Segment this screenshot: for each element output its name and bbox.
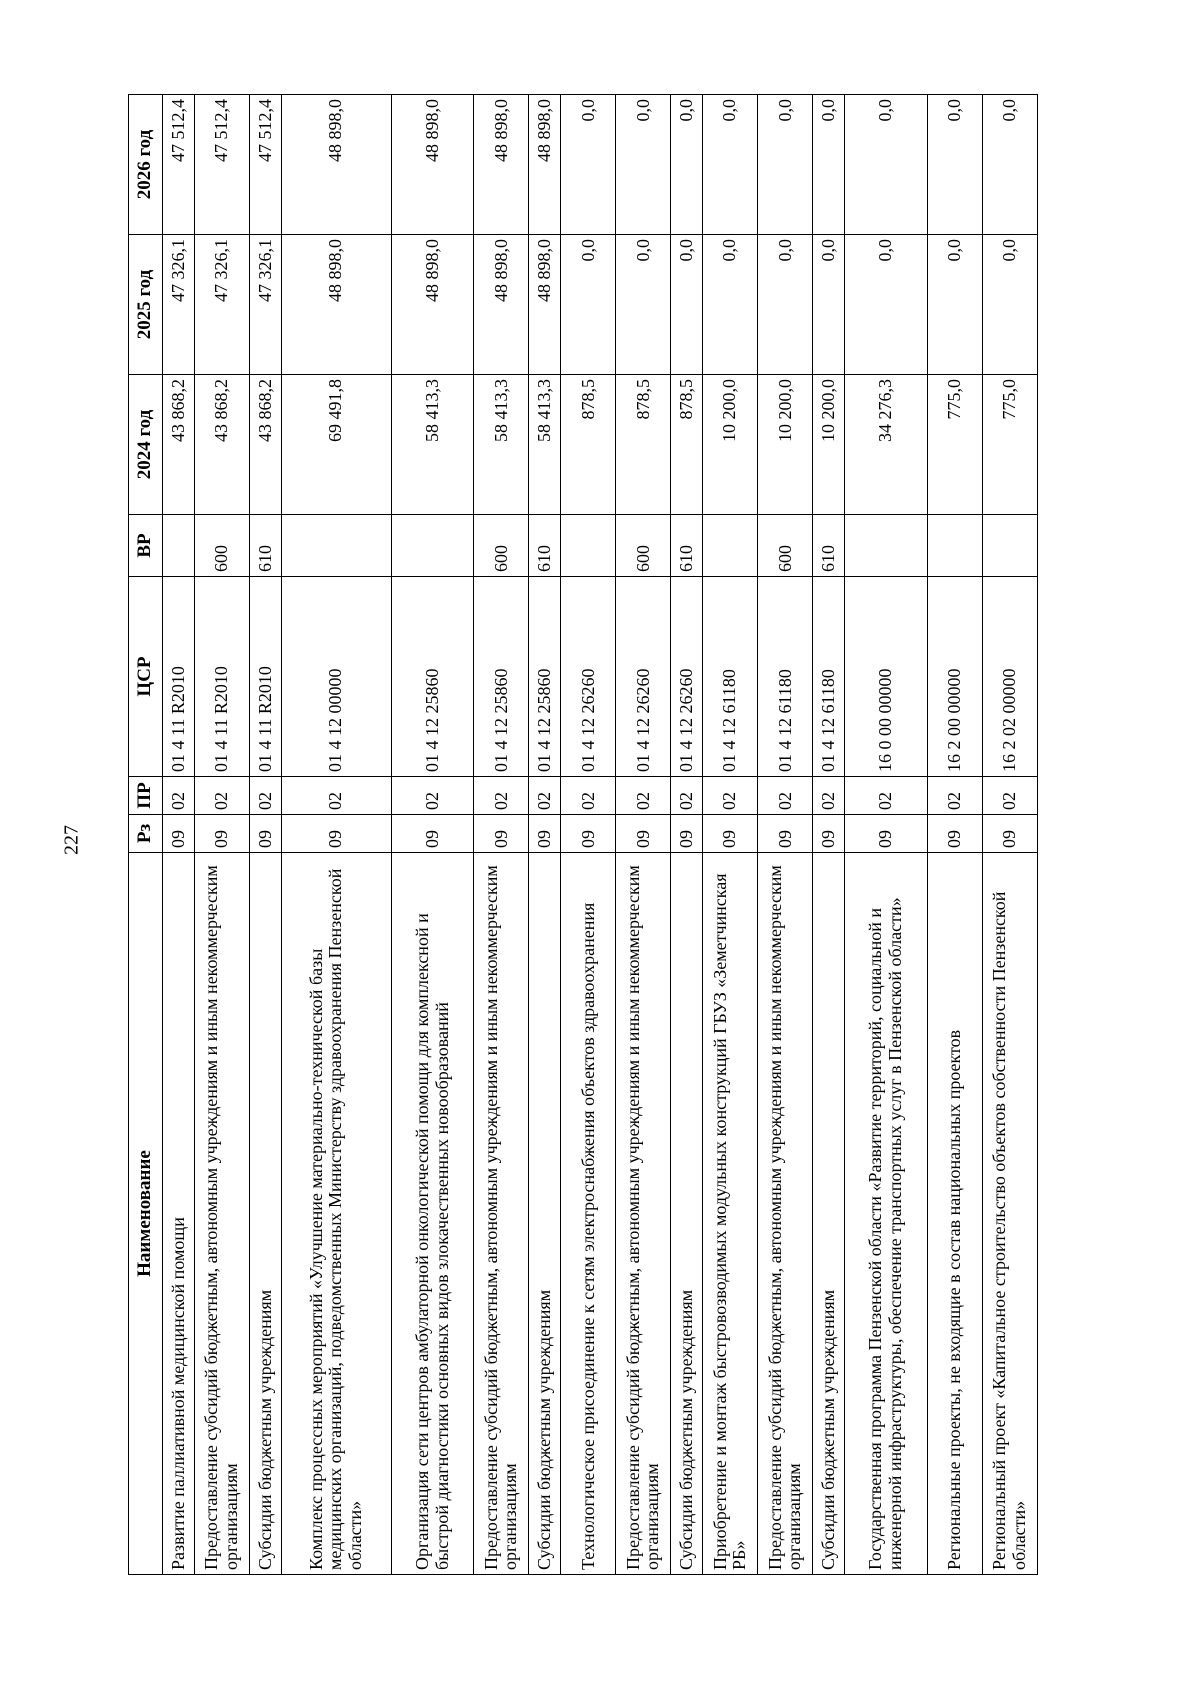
row-name: Региональный проект «Капитальное строительство объектов собственности Пензенской области»: [982, 853, 1037, 1575]
row-csr: 01 4 12 26260: [561, 577, 616, 777]
row-name: Предоставление субсидий бюджетным, автономным учреждениям и иным некоммерческим организациям: [616, 853, 671, 1575]
table-row: [758, 95, 813, 1575]
table-row: [671, 95, 703, 1575]
header-2024: 2024 год: [129, 375, 163, 515]
row-value-2026: 47 512,4: [194, 95, 249, 235]
row-value-2024: 10 200,0: [758, 375, 813, 515]
table-row: [391, 95, 474, 1575]
row-vr: [703, 515, 758, 577]
row-rz: 09: [758, 815, 813, 853]
row-rz: 09: [561, 815, 616, 853]
row-value-2024: 10 200,0: [813, 375, 845, 515]
row-pr: 02: [703, 777, 758, 815]
row-pr: 02: [529, 777, 561, 815]
row-rz: 09: [391, 815, 474, 853]
row-csr: 01 4 11 R2010: [249, 577, 281, 777]
row-value-2025: 47 326,1: [194, 235, 249, 375]
row-name: Государственная программа Пензенской области «Развитие территорий, социальной и инженерной инфраструктуры, обеспечение транспортных услуг в Пензенской области»: [845, 853, 928, 1575]
row-csr: 01 4 12 00000: [281, 577, 391, 777]
row-value-2024: 43 868,2: [194, 375, 249, 515]
table-row: [982, 95, 1037, 1575]
row-name: Субсидии бюджетным учреждениям: [671, 853, 703, 1575]
row-value-2025: 47 326,1: [163, 235, 195, 375]
row-name: Предоставление субсидий бюджетным, автономным учреждениям и иным некоммерческим организациям: [474, 853, 529, 1575]
row-value-2024: 43 868,2: [163, 375, 195, 515]
row-name: Технологическое присоединение к сетям электроснабжения объектов здравоохранения: [561, 853, 616, 1575]
row-rz: 09: [982, 815, 1037, 853]
row-value-2025: 0,0: [982, 235, 1037, 375]
row-csr: 01 4 12 25860: [391, 577, 474, 777]
table-row: [927, 95, 982, 1575]
header-2026: 2026 год: [129, 95, 163, 235]
row-csr: 01 4 12 25860: [529, 577, 561, 777]
row-value-2026: 47 512,4: [163, 95, 195, 235]
row-value-2025: 0,0: [671, 235, 703, 375]
row-value-2025: 47 326,1: [249, 235, 281, 375]
header-pr: ПР: [129, 777, 163, 815]
row-vr: 600: [758, 515, 813, 577]
row-rz: 09: [474, 815, 529, 853]
row-value-2026: 0,0: [616, 95, 671, 235]
row-value-2024: 10 200,0: [703, 375, 758, 515]
table-row: [249, 95, 281, 1575]
row-value-2026: 0,0: [561, 95, 616, 235]
row-rz: 09: [813, 815, 845, 853]
row-name: Приобретение и монтаж быстровозводимых модульных конструкций ГБУЗ «Земетчинская РБ»: [703, 853, 758, 1575]
row-value-2024: 878,5: [671, 375, 703, 515]
row-rz: 09: [616, 815, 671, 853]
table-row: [561, 95, 616, 1575]
row-csr: 01 4 11 R2010: [163, 577, 195, 777]
row-csr: 16 0 00 00000: [845, 577, 928, 777]
row-vr: 610: [249, 515, 281, 577]
row-value-2024: 775,0: [982, 375, 1037, 515]
table-row: [845, 95, 928, 1575]
header-csr: ЦСР: [129, 577, 163, 777]
row-pr: 02: [813, 777, 845, 815]
row-value-2025: 0,0: [616, 235, 671, 375]
row-value-2026: 0,0: [758, 95, 813, 235]
row-csr: 01 4 11 R2010: [194, 577, 249, 777]
table-row: [474, 95, 529, 1575]
row-name: Субсидии бюджетным учреждениям: [249, 853, 281, 1575]
row-csr: 01 4 12 26260: [616, 577, 671, 777]
row-value-2024: 58 413,3: [529, 375, 561, 515]
table-row: [703, 95, 758, 1575]
row-pr: 02: [616, 777, 671, 815]
row-vr: [982, 515, 1037, 577]
row-rz: 09: [671, 815, 703, 853]
header-2025: 2025 год: [129, 235, 163, 375]
row-value-2026: 0,0: [845, 95, 928, 235]
row-vr: 600: [616, 515, 671, 577]
header-vr: ВР: [129, 515, 163, 577]
row-csr: 16 2 00 00000: [927, 577, 982, 777]
row-value-2026: 48 898,0: [529, 95, 561, 235]
row-vr: 610: [671, 515, 703, 577]
row-vr: [391, 515, 474, 577]
row-pr: 02: [281, 777, 391, 815]
row-rz: 09: [249, 815, 281, 853]
row-value-2025: 48 898,0: [391, 235, 474, 375]
row-vr: 610: [813, 515, 845, 577]
row-value-2024: 58 413,3: [391, 375, 474, 515]
row-value-2025: 48 898,0: [281, 235, 391, 375]
row-value-2025: 0,0: [703, 235, 758, 375]
row-csr: 01 4 12 61180: [703, 577, 758, 777]
row-pr: 02: [391, 777, 474, 815]
row-rz: 09: [703, 815, 758, 853]
row-name: Региональные проекты, не входящие в состав национальных проектов: [927, 853, 982, 1575]
row-name: Субсидии бюджетным учреждениям: [813, 853, 845, 1575]
row-csr: 16 2 02 00000: [982, 577, 1037, 777]
row-value-2026: 0,0: [927, 95, 982, 235]
row-csr: 01 4 12 25860: [474, 577, 529, 777]
table-row: [194, 95, 249, 1575]
row-pr: 02: [671, 777, 703, 815]
row-pr: 02: [474, 777, 529, 815]
table-row: [529, 95, 561, 1575]
row-name: Предоставление субсидий бюджетным, автономным учреждениям и иным некоммерческим организациям: [194, 853, 249, 1575]
row-pr: 02: [561, 777, 616, 815]
row-value-2025: 0,0: [813, 235, 845, 375]
row-rz: 09: [927, 815, 982, 853]
row-csr: 01 4 12 26260: [671, 577, 703, 777]
row-rz: 09: [163, 815, 195, 853]
row-vr: [845, 515, 928, 577]
row-vr: [163, 515, 195, 577]
row-value-2026: 48 898,0: [281, 95, 391, 235]
row-value-2024: 58 413,3: [474, 375, 529, 515]
row-name: Организация сети центров амбулаторной онкологической помощи для комплексной и быстрой диагностики основных видов злокачественных новообразований: [391, 853, 474, 1575]
row-value-2026: 0,0: [703, 95, 758, 235]
table-body: [163, 95, 1038, 1575]
row-name: Комплекс процессных мероприятий «Улучшение материально-технической базы медицинских организаций, подведомственных Министерству здравоохранения Пензенской области»: [281, 853, 391, 1575]
table-row: [281, 95, 391, 1575]
row-name: Предоставление субсидий бюджетным, автономным учреждениям и иным некоммерческим организациям: [758, 853, 813, 1575]
row-value-2024: 43 868,2: [249, 375, 281, 515]
row-rz: 09: [194, 815, 249, 853]
table-header-row: [129, 95, 163, 1575]
row-value-2026: 48 898,0: [474, 95, 529, 235]
row-vr: 610: [529, 515, 561, 577]
rotated-table-container: [128, 95, 1038, 1575]
row-value-2025: 48 898,0: [474, 235, 529, 375]
row-value-2025: 0,0: [561, 235, 616, 375]
table-row: [163, 95, 195, 1575]
row-rz: 09: [281, 815, 391, 853]
row-vr: [927, 515, 982, 577]
budget-table: [128, 94, 1038, 1575]
row-value-2025: 0,0: [758, 235, 813, 375]
row-pr: 02: [758, 777, 813, 815]
row-name: Субсидии бюджетным учреждениям: [529, 853, 561, 1575]
header-rz: Рз: [129, 815, 163, 853]
row-value-2024: 69 491,8: [281, 375, 391, 515]
page-number: 227: [60, 825, 83, 855]
row-value-2026: 47 512,4: [249, 95, 281, 235]
budget-table-sheet: [128, 95, 1038, 1575]
row-pr: 02: [845, 777, 928, 815]
row-rz: 09: [529, 815, 561, 853]
row-value-2025: 0,0: [927, 235, 982, 375]
row-pr: 02: [982, 777, 1037, 815]
row-vr: [561, 515, 616, 577]
row-value-2026: 48 898,0: [391, 95, 474, 235]
row-csr: 01 4 12 61180: [813, 577, 845, 777]
row-vr: 600: [194, 515, 249, 577]
row-value-2024: 775,0: [927, 375, 982, 515]
table-row: [616, 95, 671, 1575]
row-pr: 02: [194, 777, 249, 815]
row-csr: 01 4 12 61180: [758, 577, 813, 777]
table-row: [813, 95, 845, 1575]
row-vr: [281, 515, 391, 577]
row-value-2026: 0,0: [671, 95, 703, 235]
row-value-2025: 0,0: [845, 235, 928, 375]
row-pr: 02: [927, 777, 982, 815]
row-value-2024: 878,5: [616, 375, 671, 515]
row-value-2024: 34 276,3: [845, 375, 928, 515]
row-rz: 09: [845, 815, 928, 853]
row-value-2026: 0,0: [982, 95, 1037, 235]
row-name: Развитие паллиативной медицинской помощи: [163, 853, 195, 1575]
row-pr: 02: [249, 777, 281, 815]
row-value-2026: 0,0: [813, 95, 845, 235]
row-vr: 600: [474, 515, 529, 577]
row-value-2025: 48 898,0: [529, 235, 561, 375]
row-pr: 02: [163, 777, 195, 815]
row-value-2024: 878,5: [561, 375, 616, 515]
header-name: Наименование: [129, 853, 163, 1575]
